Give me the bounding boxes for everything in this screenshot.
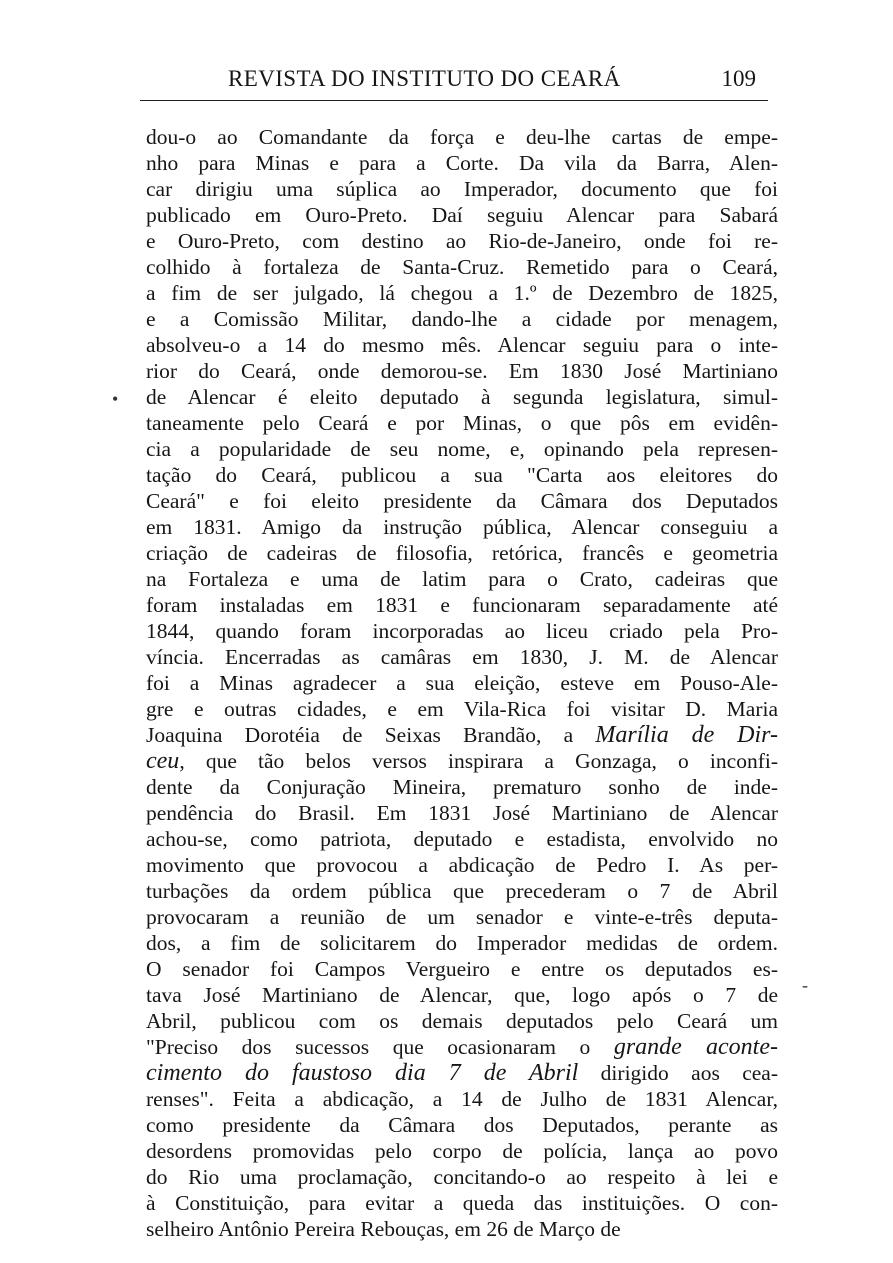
text-line — [146, 410, 778, 436]
text-segment: dirigido aos cea- — [578, 1061, 778, 1085]
text-line — [146, 670, 778, 696]
text-segment: e Ouro-Preto, com destino ao Rio-de-Janeiro, onde foi re- — [146, 229, 778, 253]
text-line — [146, 1034, 778, 1060]
text-line — [146, 774, 778, 800]
text-segment: colhido à fortaleza de Santa-Cruz. Remetido para o Ceará, — [146, 255, 778, 279]
text-line — [146, 228, 778, 254]
text-segment: absolveu-o a 14 do mesmo mês. Alencar seguiu para o inte- — [146, 333, 778, 357]
text-segment: foi a Minas agradecer a sua eleição, esteve em Pouso-Ale- — [146, 671, 778, 695]
text-segment: Ceará" e foi eleito presidente da Câmara dos Deputados — [146, 489, 778, 513]
text-line — [146, 384, 778, 410]
text-line — [146, 644, 778, 670]
text-line — [146, 176, 778, 202]
text-segment: dou-o ao Comandante da força e deu-lhe cartas de empe- — [146, 125, 778, 149]
text-line — [146, 540, 778, 566]
text-segment: dente da Conjuração Mineira, prematuro sonho de inde- — [146, 775, 778, 799]
text-line — [146, 1164, 778, 1190]
text-segment: de Alencar é eleito deputado à segunda legislatura, simul- — [146, 385, 778, 409]
text-line — [146, 566, 778, 592]
margin-mark: • — [112, 389, 119, 409]
text-line — [146, 696, 778, 722]
text-line — [146, 280, 778, 306]
text-segment: em 1831. Amigo da instrução pública, Alencar conseguiu a — [146, 515, 778, 539]
text-line — [146, 800, 778, 826]
text-segment: desordens promovidas pelo corpo de polícia, lança ao povo — [146, 1139, 778, 1163]
text-segment: na Fortaleza e uma de latim para o Crato, cadeiras que — [146, 567, 778, 591]
text-line — [146, 748, 778, 774]
italic-text: ceu — [146, 748, 180, 774]
text-line — [146, 956, 778, 982]
text-segment: renses". Feita a abdicação, a 14 de Julho de 1831 Alencar, — [146, 1087, 778, 1111]
text-segment: , que tão belos versos inspirara a Gonzaga, o inconfi- — [179, 749, 778, 773]
text-line — [146, 124, 778, 150]
text-segment: a fim de ser julgado, lá chegou a 1.º de Dezembro de 1825, — [146, 281, 778, 305]
text-segment: do Rio uma proclamação, concitando-o ao respeito à lei e — [146, 1165, 778, 1189]
text-line — [146, 1086, 778, 1112]
text-segment: Abril, publicou com os demais deputados pelo Ceará um — [146, 1009, 778, 1033]
text-segment: e a Comissão Militar, dando-lhe a cidade por menagem, — [146, 307, 778, 331]
text-line — [146, 462, 778, 488]
margin-mark: - — [802, 975, 808, 995]
text-segment: O senador foi Campos Vergueiro e entre os deputados es- — [146, 957, 778, 981]
text-line — [146, 514, 778, 540]
italic-text: grande aconte- — [613, 1034, 778, 1060]
text-segment: tação do Ceará, publicou a sua "Carta aos eleitores do — [146, 463, 778, 487]
text-line — [146, 1190, 778, 1216]
text-line — [146, 930, 778, 956]
text-segment: car dirigiu uma súplica ao Imperador, documento que foi — [146, 177, 778, 201]
text-line — [146, 878, 778, 904]
text-line — [146, 1112, 778, 1138]
text-segment: cia a popularidade de seu nome, e, opinando pela represen- — [146, 437, 778, 461]
text-line — [146, 150, 778, 176]
text-segment: achou-se, como patriota, deputado e estadista, envolvido no — [146, 827, 778, 851]
text-segment: foram instaladas em 1831 e funcionaram separadamente até — [146, 593, 778, 617]
text-line — [146, 1138, 778, 1164]
text-line — [146, 202, 778, 228]
text-segment: à Constituição, para evitar a queda das instituições. O con- — [146, 1191, 778, 1215]
text-line — [146, 592, 778, 618]
italic-text: cimento do faustoso dia 7 de Abril — [146, 1060, 579, 1086]
text-segment: provocaram a reunião de um senador e vinte-e-três deputa- — [146, 905, 778, 929]
journal-title: REVISTA DO INSTITUTO DO CEARÁ — [228, 66, 621, 91]
text-segment: nho para Minas e para a Corte. Da vila da Barra, Alen- — [146, 151, 778, 175]
text-segment: tava José Martiniano de Alencar, que, logo após o 7 de — [146, 983, 778, 1007]
running-header — [140, 64, 768, 101]
text-segment: "Preciso dos sucessos que ocasionaram o — [146, 1035, 614, 1059]
text-line — [146, 358, 778, 384]
text-segment: pendência do Brasil. Em 1831 José Martiniano de Alencar — [146, 801, 778, 825]
text-segment: selheiro Antônio Pereira Rebouças, em 26 de Março de — [146, 1217, 621, 1241]
text-segment: como presidente da Câmara dos Deputados, perante as — [146, 1113, 778, 1137]
text-segment: rior do Ceará, onde demorou-se. Em 1830 José Martiniano — [146, 359, 778, 383]
text-line — [146, 904, 778, 930]
text-segment: criação de cadeiras de filosofia, retórica, francês e geometria — [146, 541, 778, 565]
text-line — [146, 852, 778, 878]
text-line — [146, 332, 778, 358]
text-line — [146, 722, 778, 748]
text-line — [146, 1008, 778, 1034]
text-segment: taneamente pelo Ceará e por Minas, o que pôs em evidên- — [146, 411, 778, 435]
text-segment: movimento que provocou a abdicação de Pedro I. As per- — [146, 853, 778, 877]
text-line — [146, 982, 778, 1008]
text-line — [146, 1216, 778, 1242]
text-line — [146, 306, 778, 332]
text-segment: víncia. Encerradas as camâras em 1830, J. M. de Alencar — [146, 645, 778, 669]
text-line — [146, 826, 778, 852]
text-segment: dos, a fim de solicitarem do Imperador medidas de ordem. — [146, 931, 778, 955]
text-line — [146, 436, 778, 462]
text-line — [146, 618, 778, 644]
text-line — [146, 1060, 778, 1086]
text-segment: 1844, quando foram incorporadas ao liceu criado pela Pro- — [146, 619, 778, 643]
text-line — [146, 254, 778, 280]
page-number: 109 — [721, 66, 756, 91]
text-line — [146, 488, 778, 514]
body-text — [146, 124, 778, 1242]
italic-text: Marília de Dir- — [595, 722, 778, 748]
text-segment: turbações da ordem pública que precederam o 7 de Abril — [146, 879, 778, 903]
text-segment: gre e outras cidades, e em Vila-Rica foi visitar D. Maria — [146, 697, 778, 721]
text-segment: Joaquina Dorotéia de Seixas Brandão, a — [146, 723, 596, 747]
text-segment: publicado em Ouro-Preto. Daí seguiu Alencar para Sabará — [146, 203, 778, 227]
